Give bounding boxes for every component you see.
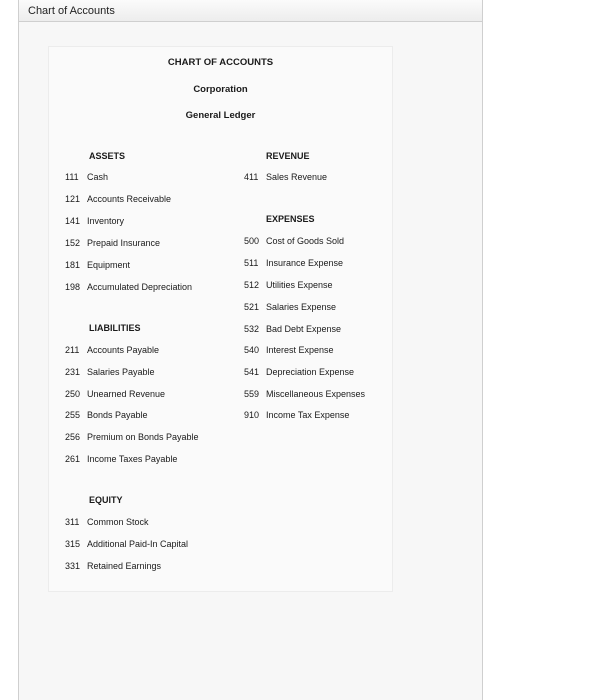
edge-glyph bbox=[0, 152, 1, 178]
account-number: 331 bbox=[65, 561, 81, 571]
account-row bbox=[65, 367, 155, 377]
account-number: 121 bbox=[65, 194, 81, 204]
account-row bbox=[244, 410, 349, 420]
account-number: 181 bbox=[65, 260, 81, 270]
account-number: 311 bbox=[65, 517, 80, 527]
document-subtitle: Corporation bbox=[193, 84, 248, 95]
account-row bbox=[244, 172, 327, 182]
account-number: 540 bbox=[244, 345, 260, 355]
account-name: Inventory bbox=[87, 216, 125, 226]
account-name: Salaries Expense bbox=[266, 302, 337, 312]
account-number: 211 bbox=[65, 345, 80, 355]
account-number: 500 bbox=[244, 236, 260, 246]
account-name: Common Stock bbox=[87, 517, 149, 527]
account-name: Salaries Payable bbox=[87, 367, 155, 377]
account-name: Interest Expense bbox=[266, 345, 334, 355]
chart-of-accounts-window bbox=[18, 0, 483, 700]
account-row bbox=[244, 389, 365, 399]
account-row bbox=[244, 280, 333, 290]
account-row bbox=[65, 454, 177, 464]
account-row bbox=[244, 324, 341, 334]
account-name: Depreciation Expense bbox=[266, 367, 355, 377]
account-row bbox=[65, 561, 161, 571]
account-name: Miscellaneous Expenses bbox=[266, 389, 366, 399]
account-name: Utilities Expense bbox=[266, 280, 333, 290]
account-number: 541 bbox=[244, 367, 260, 377]
account-number: 559 bbox=[244, 389, 260, 399]
account-row bbox=[65, 216, 124, 226]
section-heading-equity: EQUITY bbox=[89, 495, 123, 505]
account-row bbox=[65, 432, 199, 442]
account-row bbox=[65, 410, 148, 420]
section-heading-revenue: REVENUE bbox=[266, 151, 310, 161]
window-title: Chart of Accounts bbox=[28, 5, 115, 17]
account-row bbox=[65, 172, 108, 182]
account-number: 411 bbox=[244, 172, 259, 182]
window-titlebar bbox=[19, 0, 482, 22]
account-row bbox=[65, 345, 159, 355]
account-name: Sales Revenue bbox=[266, 172, 328, 182]
account-number: 315 bbox=[65, 539, 81, 549]
account-name: Unearned Revenue bbox=[87, 389, 166, 399]
account-row bbox=[244, 345, 334, 355]
account-row bbox=[65, 517, 149, 527]
account-number: 532 bbox=[244, 324, 260, 334]
account-number: 511 bbox=[244, 258, 259, 268]
document-title: CHART OF ACCOUNTS bbox=[167, 57, 274, 68]
account-number: 512 bbox=[244, 280, 260, 290]
account-number: 141 bbox=[65, 216, 81, 226]
account-number: 256 bbox=[65, 432, 81, 442]
section-heading-assets: ASSETS bbox=[89, 151, 126, 161]
document-ledger-label: General Ledger bbox=[185, 110, 256, 121]
account-name: Income Taxes Payable bbox=[87, 454, 178, 464]
account-number: 231 bbox=[65, 367, 81, 377]
account-row bbox=[244, 302, 336, 312]
account-name: Prepaid Insurance bbox=[87, 238, 161, 248]
account-number: 250 bbox=[65, 389, 81, 399]
account-name: Insurance Expense bbox=[266, 258, 344, 268]
account-row bbox=[65, 389, 165, 399]
account-row bbox=[65, 260, 130, 270]
section-heading-expenses: EXPENSES bbox=[266, 214, 315, 224]
account-name: Accounts Receivable bbox=[87, 194, 172, 204]
account-name: Cost of Goods Sold bbox=[266, 236, 345, 246]
account-name: Premium on Bonds Payable bbox=[87, 432, 199, 442]
account-row bbox=[65, 282, 192, 292]
account-row bbox=[244, 236, 344, 246]
account-name: Cash bbox=[87, 172, 109, 182]
account-number: 255 bbox=[65, 410, 81, 420]
section-heading-liabilities: LIABILITIES bbox=[89, 323, 141, 333]
account-row bbox=[65, 539, 188, 549]
account-number: 521 bbox=[244, 302, 260, 312]
account-row bbox=[244, 367, 354, 377]
account-name: Income Tax Expense bbox=[266, 410, 350, 420]
account-name: Retained Earnings bbox=[87, 561, 162, 571]
account-row bbox=[65, 194, 171, 204]
account-number: 111 bbox=[65, 172, 79, 182]
account-row bbox=[65, 238, 160, 248]
account-row bbox=[244, 258, 343, 268]
account-number: 910 bbox=[244, 410, 260, 420]
account-name: Bonds Payable bbox=[87, 410, 148, 420]
account-name: Equipment bbox=[87, 260, 131, 270]
account-number: 261 bbox=[65, 454, 81, 464]
chart-of-accounts-document bbox=[48, 46, 393, 592]
account-name: Accumulated Depreciation bbox=[87, 282, 193, 292]
account-name: Accounts Payable bbox=[87, 345, 160, 355]
account-number: 152 bbox=[65, 238, 81, 248]
account-name: Additional Paid-In Capital bbox=[87, 539, 189, 549]
account-name: Bad Debt Expense bbox=[266, 324, 342, 334]
account-number: 198 bbox=[65, 282, 81, 292]
